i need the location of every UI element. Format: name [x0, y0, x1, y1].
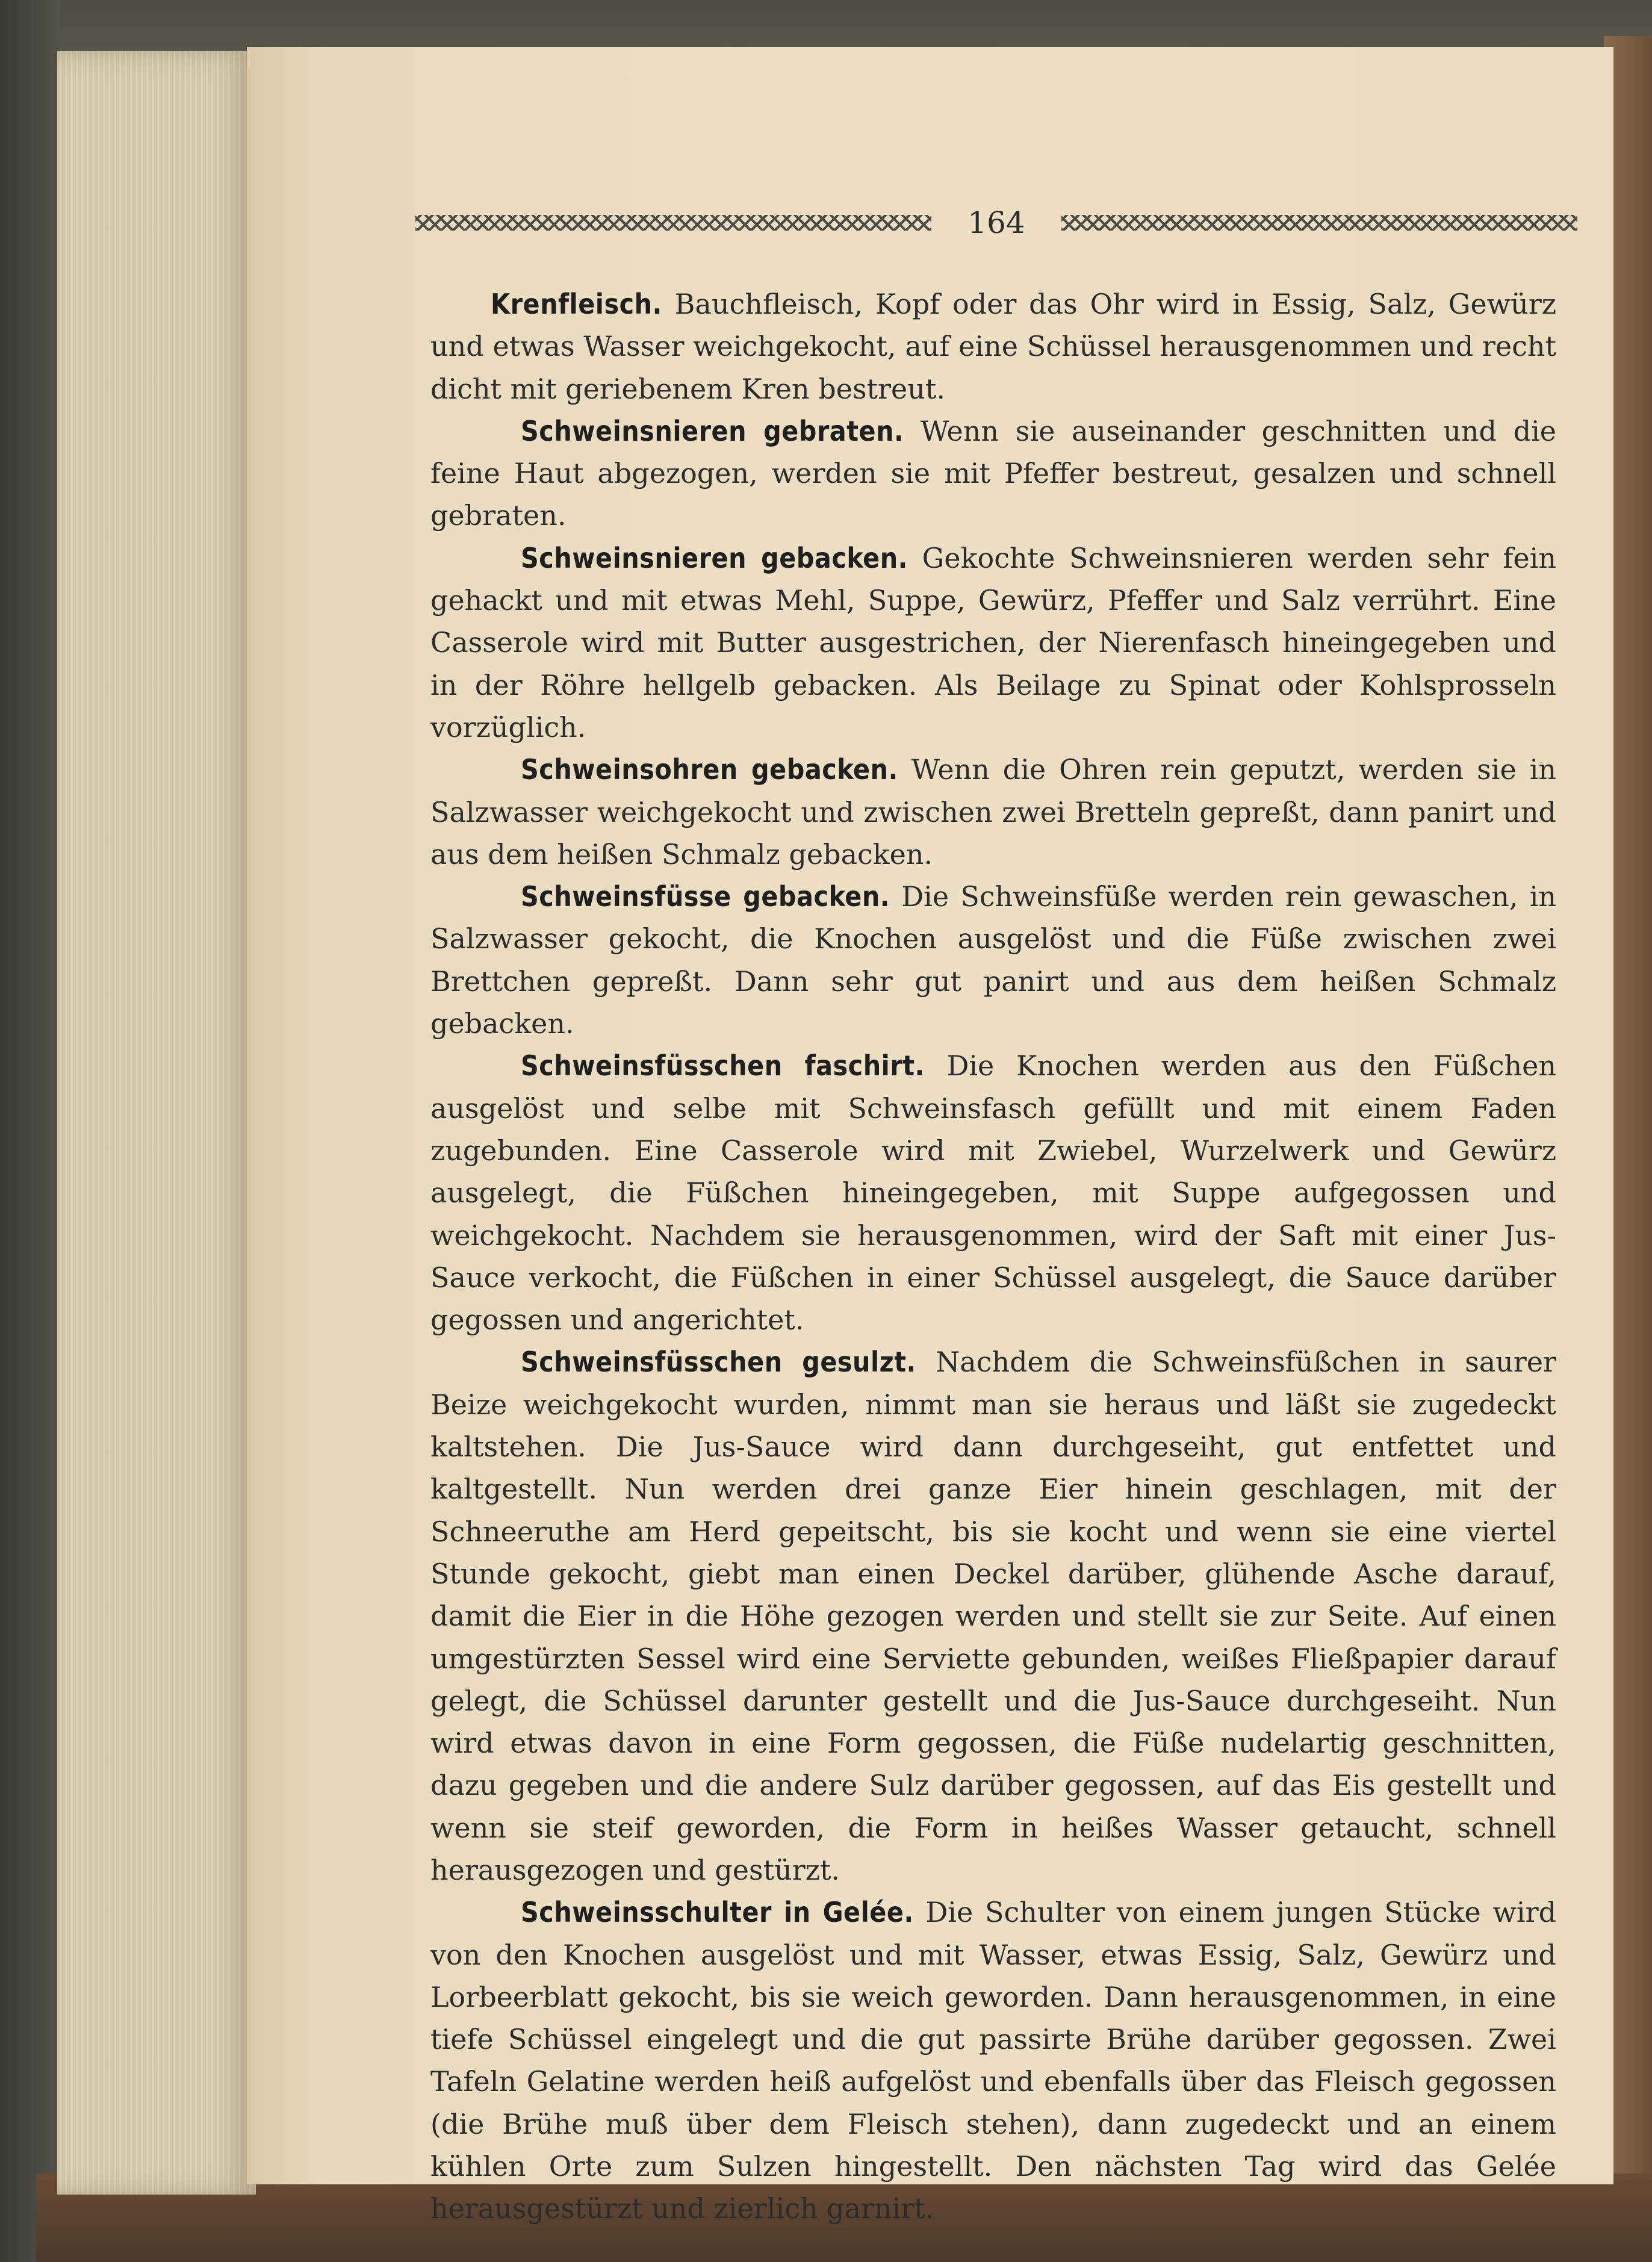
recipe-text: Die Knochen werden aus den Füßchen ausgelöst und selbe mit Schweinsfasch gefüllt und mit einem Faden zugebunden. Eine Casserole wird mit Zwiebel, Wurzelwerk und Gewürz ausgelegt, die Füßchen hineingegeben, mit Suppe aufgegossen und weichgekocht. Nachdem sie herausgenommen, wird der Saft mit einer Jus-Sauce verkocht, die Füßchen in einer Schüssel ausgelegt, die Sauce darüber gegossen und angerichtet. [430, 1049, 1556, 1337]
recipe-text: Bauchfleisch, Kopf oder das Ohr wird in Essig, Salz, Gewürz und etwas Wasser weichgekocht, auf eine Schüssel herausgenommen und recht dicht mit geriebenem Kren bestreut. [430, 288, 1556, 405]
recipe-title: Schweinsnieren gebraten. [521, 414, 904, 447]
book-spine [0, 0, 60, 2262]
recipe-title: Schweinsohren gebacken. [521, 753, 898, 786]
recipe-text: Gekochte Schweinsnieren werden sehr fein gehackt und mit etwas Mehl, Suppe, Gewürz, Pfeffer und Salz verrührt. Eine Casserole wird mit Butter ausgestrichen, der Nierenfasch hineingegeben und in der Röhre hellgelb gebacken. Als Beilage zu Spinat oder Kohlsprosseln vorzüglich. [430, 541, 1556, 744]
recipe-text: Die Schweinsfüße werden rein gewaschen, in Salzwasser gekocht, die Knochen ausgelöst und die Füße zwischen zwei Brettchen gepreßt. Dann sehr gut panirt und aus dem heißen Schmalz gebacken. [430, 880, 1557, 1040]
page-number: 164 [967, 205, 1025, 240]
recipe-paragraph [430, 875, 1556, 1045]
recipe-text: Wenn die Ohren rein geputzt, werden sie in Salzwasser weichgekocht und zwischen zwei Bretteln gepreßt, dann panirt und aus dem heißen Schmalz gebacken. [430, 753, 1556, 871]
recipe-text: Die Schulter von einem jungen Stücke wird von den Knochen ausgelöst und mit Wasser, etwas Essig, Salz, Gewürz und Lorbeerblatt gekocht, bis sie weich geworden. Dann herausgenommen, in eine tiefe Schüssel eingelegt und die gut passirte Brühe darüber gegossen. Zwei Tafeln Gelatine werden heiß aufgelöst und ebenfalls über das Fleisch gegossen (die Brühe muß über dem Fleisch stehen), dann zugedeckt und an einem kühlen Orte zum Sulzen hingestellt. Den nächsten Tag wird das Gelée herausgestürzt und zierlich garnirt. [430, 1896, 1557, 2225]
recipe-title: Krenfleisch. [491, 288, 662, 320]
recipe-paragraph [430, 283, 1556, 410]
header-ornament-left [415, 215, 931, 231]
recipe-title: Schweinsschulter in Gelée. [521, 1896, 914, 1929]
recipe-paragraph [430, 1045, 1556, 1341]
recipe-title: Schweinsfüsse gebacken. [521, 880, 890, 913]
recipe-paragraph [430, 1891, 1556, 2229]
recipe-text: Nachdem die Schweinsfüßchen in saurer Beize weichgekocht wurden, nimmt man sie heraus und läßt sie zugedeckt kaltstehen. Die Jus-Sauce wird dann durchgeseiht, gut entfettet und kaltgestellt. Nun werden drei ganze Eier hinein geschlagen, mit der Schneeruthe am Herd gepeitscht, bis sie kocht und wenn sie eine viertel Stunde gekocht, giebt man einen Deckel darüber, glühende Asche darauf, damit die Eier in die Höhe gezogen werden und stellt sie zur Seite. Auf einen umgestürzten Sessel wird eine Serviette gebunden, weißes Fließpapier darauf gelegt, die Schüssel darunter gestellt und die Jus-Sauce durchgeseiht. Nun wird etwas davon in eine Form gegossen, die Füße nudelartig geschnitten, dazu gegeben und die andere Sulz darüber gegossen, auf das Eis gestellt und wenn sie steif geworden, die Form in heißes Wasser getaucht, schnell herausgezogen und gestürzt. [430, 1346, 1556, 1886]
recipe-paragraph [430, 1341, 1556, 1891]
page-edges [57, 51, 256, 2195]
recipe-text: Wenn sie auseinander geschnitten und die feine Haut abgezogen, werden sie mit Pfeffer bestreut, gesalzen und schnell gebraten. [430, 414, 1557, 532]
recipe-paragraph [430, 410, 1556, 537]
recipe-paragraph [430, 748, 1556, 875]
recipe-title: Schweinsfüsschen gesulzt. [521, 1346, 916, 1379]
page-body [430, 283, 1556, 2230]
recipe-title: Schweinsfüsschen faschirt. [521, 1049, 925, 1083]
recipe-paragraph [430, 537, 1556, 748]
recipe-title: Schweinsnieren gebacken. [521, 541, 908, 574]
header-ornament-right [1061, 215, 1577, 231]
page-header [415, 199, 1577, 247]
